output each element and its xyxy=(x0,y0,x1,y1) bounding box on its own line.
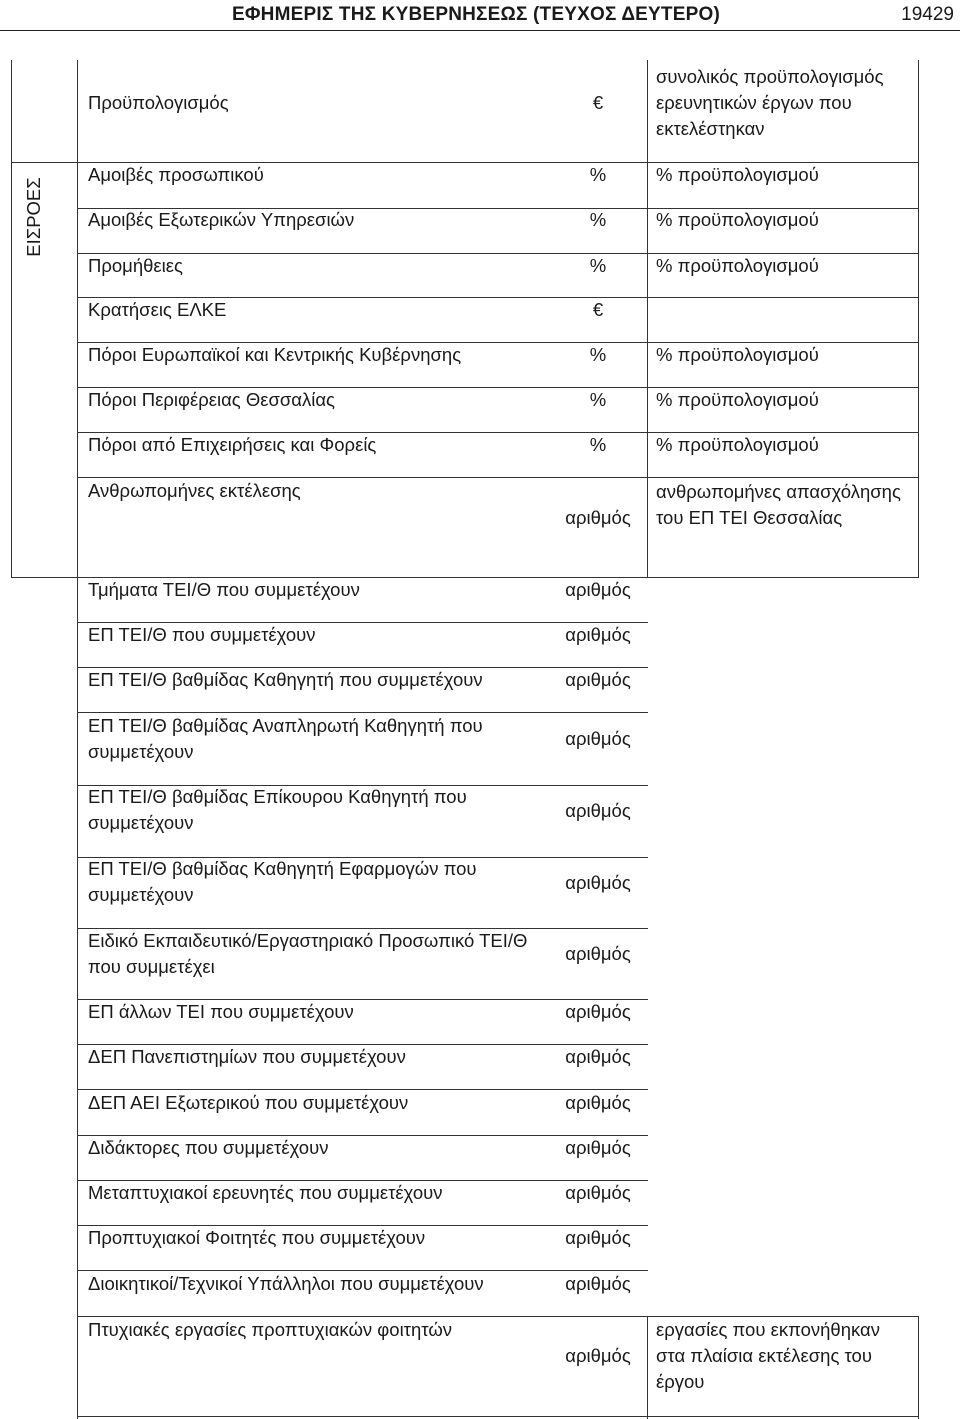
row-unit: % xyxy=(589,209,607,230)
row-label: Μεταπτυχιακοί ερευνητές που συμμετέχουν xyxy=(88,1182,443,1203)
row-label: ΔΕΠ ΑΕΙ Εξωτερικού που συμμετέχουν xyxy=(88,1092,409,1113)
row-unit: αριθμός xyxy=(565,624,631,645)
row-label: Πόροι από Επιχειρήσεις και Φορείς xyxy=(88,434,377,455)
row-unit: αριθμός xyxy=(565,579,631,600)
row-unit: αριθμός xyxy=(565,669,631,690)
row-unit: αριθμός xyxy=(565,1182,631,1203)
row-unit: % xyxy=(589,389,607,410)
row-label: Ανθρωπομήνες εκτέλεσης xyxy=(88,480,301,501)
row-note: ανθρωπομήνες απασχόλησης του ΕΠ ΤΕΙ Θεσσαλίας xyxy=(656,481,901,528)
table-border-left xyxy=(11,60,12,577)
row-unit: αριθμός xyxy=(565,1345,631,1366)
row-label: ΔΕΠ Πανεπιστημίων που συμμετέχουν xyxy=(88,1046,406,1067)
row-unit: αριθμός xyxy=(565,1227,631,1248)
row-label: Αμοιβές Εξωτερικών Υπηρεσιών xyxy=(88,209,355,230)
row-label: Προμήθειες xyxy=(88,255,183,276)
row-note: % προϋπολογισμού xyxy=(656,164,819,185)
row-unit: € xyxy=(592,92,604,113)
table-border-right xyxy=(918,60,919,577)
row-note: % προϋπολογισμού xyxy=(656,434,819,455)
row-label: ΕΠ ΤΕΙ/Θ βαθμίδας Καθηγητή Εφαρμογών που συμμετέχουν xyxy=(88,858,477,905)
row-unit: αριθμός xyxy=(565,728,631,749)
row-label: ΕΠ ΤΕΙ/Θ βαθμίδας Επίκουρου Καθηγητή που συμμετέχουν xyxy=(88,786,467,833)
row-unit: αριθμός xyxy=(565,507,631,528)
row-label: Αμοιβές προσωπικού xyxy=(88,164,264,185)
row-note: % προϋπολογισμού xyxy=(656,209,819,230)
row-label: Τμήματα ΤΕΙ/Θ που συμμετέχουν xyxy=(88,579,360,600)
gazette-title: ΕΦΗΜΕΡΙΣ ΤΗΣ ΚΥΒΕΡΝΗΣΕΩΣ (ΤΕΥΧΟΣ ΔΕΥΤΕΡΟ) xyxy=(232,4,720,25)
row-note: συνολικός προϋπολογισμός ερευνητικών έργων που εκτελέστηκαν xyxy=(656,66,884,139)
row-unit: αριθμός xyxy=(565,1092,631,1113)
row-label: ΕΠ άλλων ΤΕΙ που συμμετέχουν xyxy=(88,1001,354,1022)
table-border-right-lower xyxy=(918,1316,919,1419)
row-label: Κρατήσεις ΕΛΚΕ xyxy=(88,299,227,320)
side-label xyxy=(6,172,62,262)
row-unit: αριθμός xyxy=(565,872,631,893)
row-label: ΕΠ ΤΕΙ/Θ βαθμίδας Αναπληρωτή Καθηγητή που συμμετέχουν xyxy=(88,715,483,762)
row-label: ΕΠ ΤΕΙ/Θ βαθμίδας Καθηγητή που συμμετέχουν xyxy=(88,669,483,690)
row-unit: αριθμός xyxy=(565,1001,631,1022)
row-unit: αριθμός xyxy=(565,1046,631,1067)
row-unit: αριθμός xyxy=(565,943,631,964)
row-label: Πόροι Ευρωπαϊκοί και Κεντρικής Κυβέρνησης xyxy=(88,344,462,365)
row-note: % προϋπολογισμού xyxy=(656,344,819,365)
row-label: Προϋπολογισμός xyxy=(88,92,229,113)
row-unit: % xyxy=(589,164,607,185)
row-label: ΕΠ ΤΕΙ/Θ που συμμετέχουν xyxy=(88,624,316,645)
row-unit: % xyxy=(589,344,607,365)
row-unit: αριθμός xyxy=(565,800,631,821)
row-label: Πόροι Περιφέρειας Θεσσαλίας xyxy=(88,389,335,410)
row-unit: € xyxy=(592,299,604,320)
row-unit: % xyxy=(589,434,607,455)
row-label: Διδάκτορες που συμμετέχουν xyxy=(88,1137,329,1158)
row-note: εργασίες που εκπονήθηκαν στα πλαίσια εκτέλεσης του έργου xyxy=(656,1319,880,1392)
page-number: 19429 xyxy=(901,4,954,25)
row-unit: αριθμός xyxy=(565,1137,631,1158)
row-unit: αριθμός xyxy=(565,1273,631,1294)
side-label-text: ΕΙΣΡΟΕΣ xyxy=(23,177,44,257)
row-label: Πτυχιακές εργασίες προπτυχιακών φοιτητών xyxy=(88,1319,453,1340)
row-label: Διοικητικοί/Τεχνικοί Υπάλληλοι που συμμετέχουν xyxy=(88,1273,484,1294)
table-border-label xyxy=(77,60,78,1419)
row-unit: % xyxy=(589,255,607,276)
row-note: % προϋπολογισμού xyxy=(656,389,819,410)
row-label: Ειδικό Εκπαιδευτικό/Εργαστηριακό Προσωπικό ΤΕΙ/Θ που συμμετέχει xyxy=(88,930,528,977)
row-note: % προϋπολογισμού xyxy=(656,255,819,276)
row-label: Προπτυχιακοί Φοιτητές που συμμετέχουν xyxy=(88,1227,426,1248)
page-header xyxy=(0,0,960,31)
